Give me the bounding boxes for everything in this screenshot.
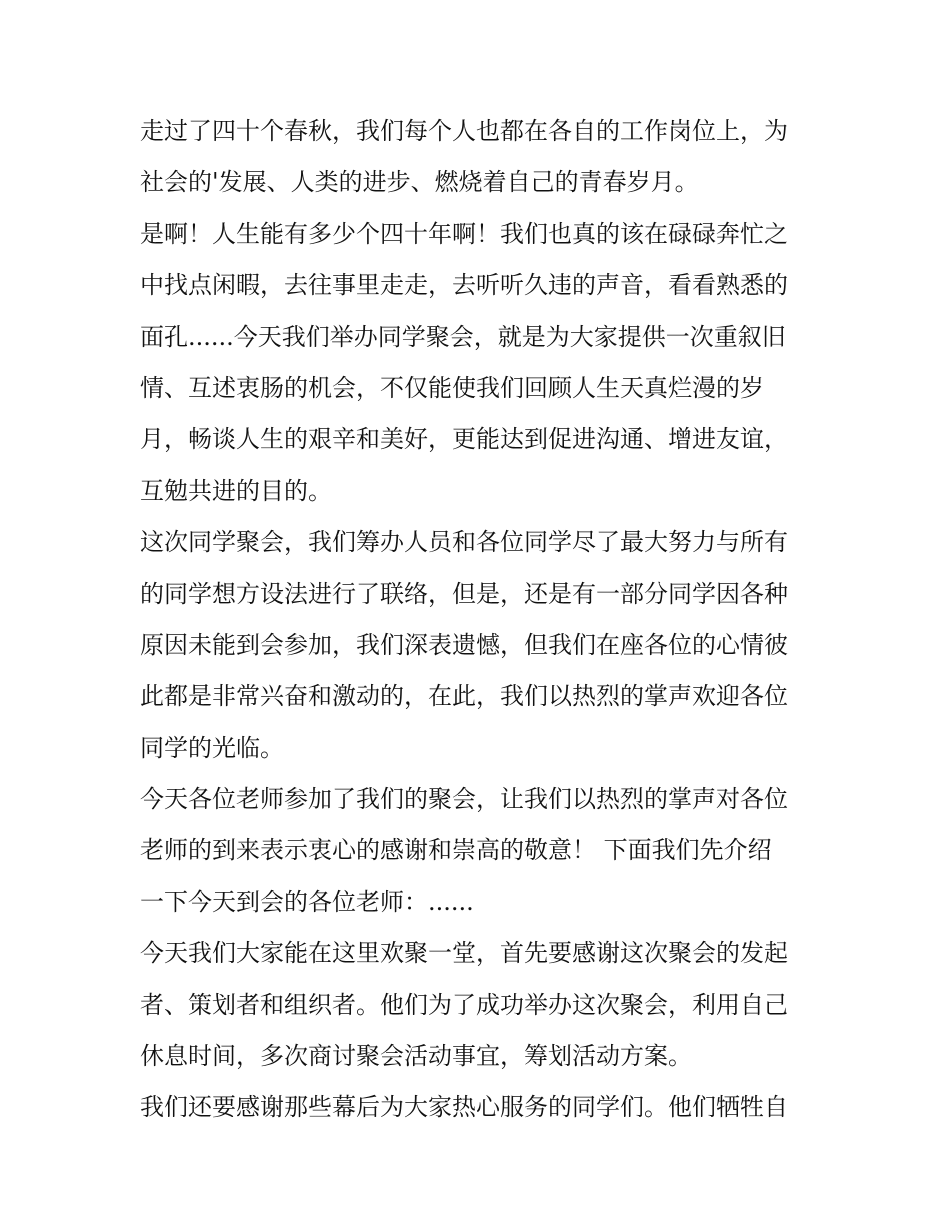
text-line: 情、互述衷肠的机会，不仅能使我们回顾人生天真烂漫的岁	[140, 373, 764, 402]
text-line: 互勉共进的目的。	[140, 476, 332, 505]
text-line: 休息时间，多次商讨聚会活动事宜，筹划活动方案。	[140, 1042, 692, 1071]
text-line: 者、策划者和组织者。他们为了成功举办这次聚会，利用自己	[140, 990, 788, 1019]
text-line: 同学的光临。	[140, 733, 284, 762]
text-line: 的同学想方设法进行了联络，但是，还是有一部分同学因各种	[140, 579, 788, 608]
text-line: 一下今天到会的各位老师：......	[140, 887, 474, 916]
text-line: 中找点闲暇，去往事里走走，去听听久违的声音，看看熟悉的	[140, 271, 788, 300]
text-line: 这次同学聚会，我们筹办人员和各位同学尽了最大努力与所有	[140, 528, 788, 557]
document-body	[140, 106, 820, 1134]
text-line: 原因未能到会参加，我们深表遗憾，但我们在座各位的心情彼	[140, 630, 788, 659]
text-line: 今天各位老师参加了我们的聚会，让我们以热烈的掌声对各位	[140, 785, 788, 814]
text-line: 月，畅谈人生的艰辛和美好，更能达到促进沟通、增进友谊，	[140, 425, 788, 454]
text-line: 社会的'发展、人类的进步、燃烧着自己的青春岁月。	[140, 168, 699, 197]
text-line: 今天我们大家能在这里欢聚一堂，首先要感谢这次聚会的发起	[140, 939, 788, 968]
text-line: 我们还要感谢那些幕后为大家热心服务的同学们。他们牺牲自	[140, 1093, 788, 1122]
text-line: 面孔......今天我们举办同学聚会，就是为大家提供一次重叙旧	[140, 322, 786, 351]
text-line: 走过了四十个春秋，我们每个人也都在各自的工作岗位上，为	[140, 117, 788, 145]
text-line: 是啊！人生能有多少个四十年啊！我们也真的该在碌碌奔忙之	[140, 219, 788, 248]
text-line: 此都是非常兴奋和激动的，在此，我们以热烈的掌声欢迎各位	[140, 682, 788, 711]
text-line: 老师的到来表示衷心的感谢和崇高的敬意！ 下面我们先介绍	[140, 836, 772, 865]
